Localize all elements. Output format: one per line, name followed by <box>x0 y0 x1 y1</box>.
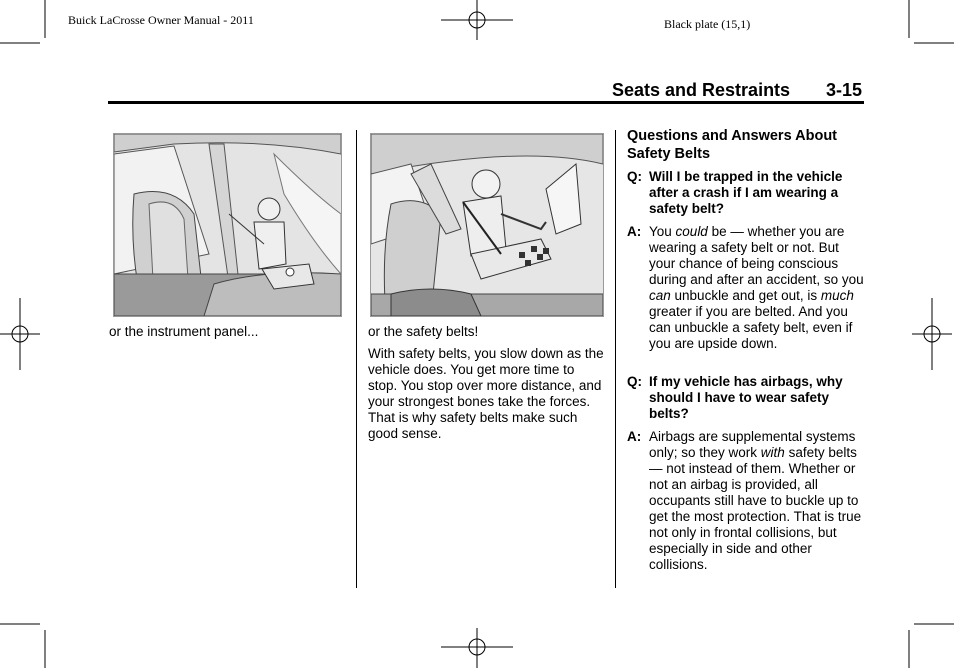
question-1 <box>627 169 867 217</box>
registration-mark-right <box>912 298 952 370</box>
question-1-text: Will I be trapped in the vehicle after a crash if I am wearing a safety belt? <box>649 169 843 216</box>
registration-mark-left <box>0 298 40 370</box>
column-divider-1 <box>356 130 357 588</box>
question-2-label: Q: <box>627 374 642 389</box>
dummy-instrument-panel-illustration <box>113 133 342 317</box>
registration-mark-bottom <box>441 628 513 668</box>
answer-1 <box>627 224 867 352</box>
column-divider-2 <box>615 130 616 588</box>
caption-safety-belts: or the safety belts! <box>368 324 479 339</box>
header-rule <box>108 101 864 104</box>
answer-1-label: A: <box>627 224 642 239</box>
belted-occupant-illustration <box>370 133 604 317</box>
page-number: 3-15 <box>826 80 863 100</box>
question-2-text: If my vehicle has airbags, why should I have to wear safety belts? <box>649 374 843 421</box>
answer-2 <box>627 429 867 573</box>
answer-2-label: A: <box>627 429 642 444</box>
answer-1-text: You could be — whether you are wearing a safety belt or not. But your chance of being conscious during and after an accident, so you can unbuckle and get out, is much greater if you are belted. And you can unbuckle a safety belt, even if you are upside down. <box>649 224 864 351</box>
caption-instrument-panel: or the instrument panel... <box>109 324 259 339</box>
qa-heading: Questions and Answers About Safety Belts <box>627 128 838 162</box>
plate-label: Black plate (15,1) <box>664 17 751 31</box>
manual-title: Buick LaCrosse Owner Manual - 2011 <box>68 13 254 27</box>
registration-mark-top <box>441 0 513 40</box>
safety-belt-paragraph: With safety belts, you slow down as the vehicle does. You get more time to stop. You stop over more distance, and your strongest bones take the forces. That is why safety belts make such good sense. <box>368 346 604 441</box>
question-2 <box>627 374 867 422</box>
question-1-label: Q: <box>627 169 642 184</box>
section-title: Seats and Restraints <box>612 80 791 100</box>
answer-2-text: Airbags are supplemental systems only; so they work with safety belts — not instead of them. Whether or not an airbag is provided, all occupants still have to buckle up to get the most protection. That is true not only in frontal collisions, but especially in side and other collisions. <box>649 429 862 572</box>
